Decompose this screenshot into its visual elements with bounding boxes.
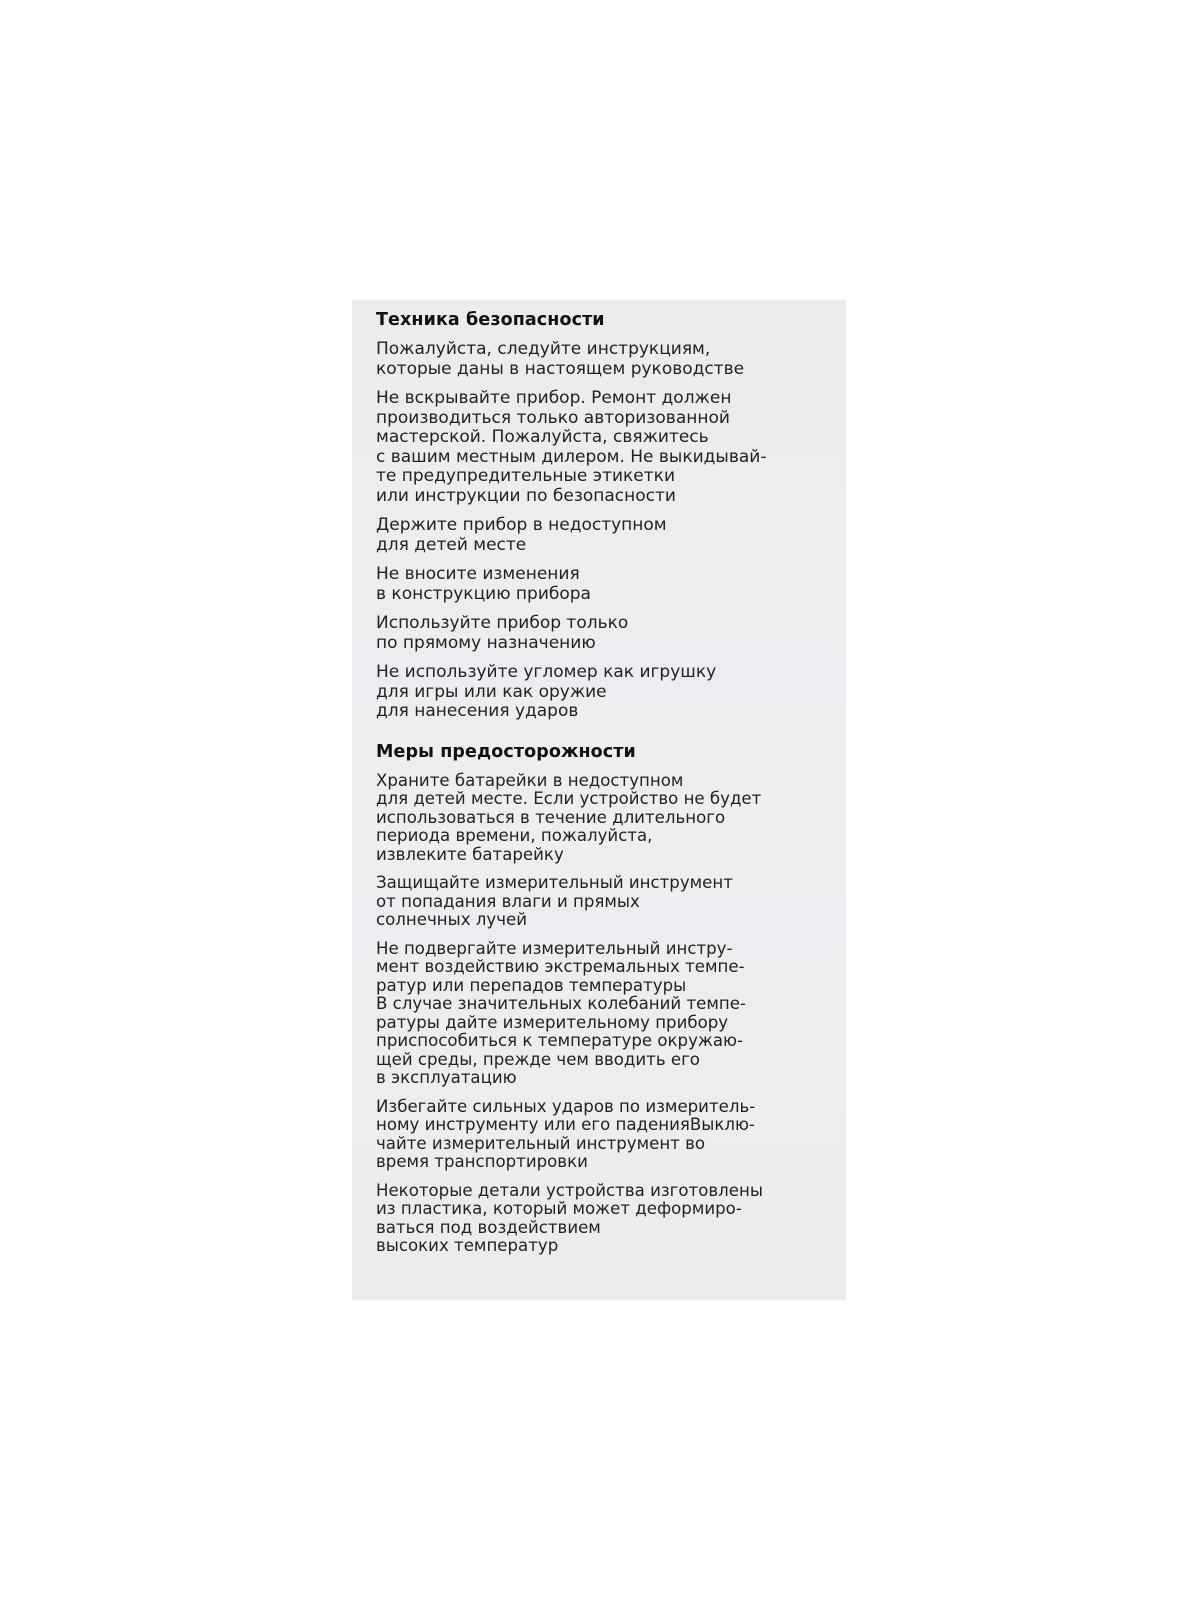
safety-paragraph: Не используйте угломер как игрушку для игры или как оружие для нанесения ударов — [376, 662, 717, 721]
precautions-paragraph: Некоторые детали устройства изготовлены из пластика, который может деформиро- ваться под воздействием высоких температур — [376, 1180, 763, 1255]
instruction-sheet — [352, 300, 846, 1300]
safety-paragraph: Не вносите изменения в конструкцию прибора — [376, 564, 591, 604]
precautions-paragraph: Защищайте измерительный инструмент от попадания влаги и прямых солнечных лучей — [376, 873, 733, 929]
safety-paragraph: Держите прибор в недоступном для детей месте — [376, 515, 667, 555]
precautions-paragraph: Не подвергайте измерительный инстру- мент воздействию экстремальных темпе- ратур или перепадов температуры В случае значительных колебаний темпе- ратуры дайте измерительному прибору приспособиться к температуре окружаю- щей среды, прежде чем вводить его в эксплуатацию — [376, 938, 746, 1087]
precautions-paragraph: Храните батарейки в недоступном для детей месте. Если устройство не будет использоваться в течение длительного периода времени, пожалуйста, извлеките батарейку — [376, 770, 762, 864]
safety-paragraph: Используйте прибор только по прямому назначению — [376, 613, 629, 653]
precautions-title: Меры предосторожности — [376, 741, 636, 762]
precautions-paragraph: Избегайте сильных ударов по измеритель- ному инструменту или его паденияВыклю- чайте измерительный инструмент во время транспортировки — [376, 1096, 756, 1171]
safety-title: Техника безопасности — [376, 310, 605, 330]
safety-paragraph: Не вскрывайте прибор. Ремонт должен производиться только авторизованной мастерской. Пожалуйста, свяжитесь с вашим местным дилером. Не выкидывай- те предупредительные этикетки или инструкции по безопасности — [376, 388, 767, 506]
safety-paragraph: Пожалуйста, следуйте инструкциям, которые даны в настоящем руководстве — [376, 339, 745, 379]
